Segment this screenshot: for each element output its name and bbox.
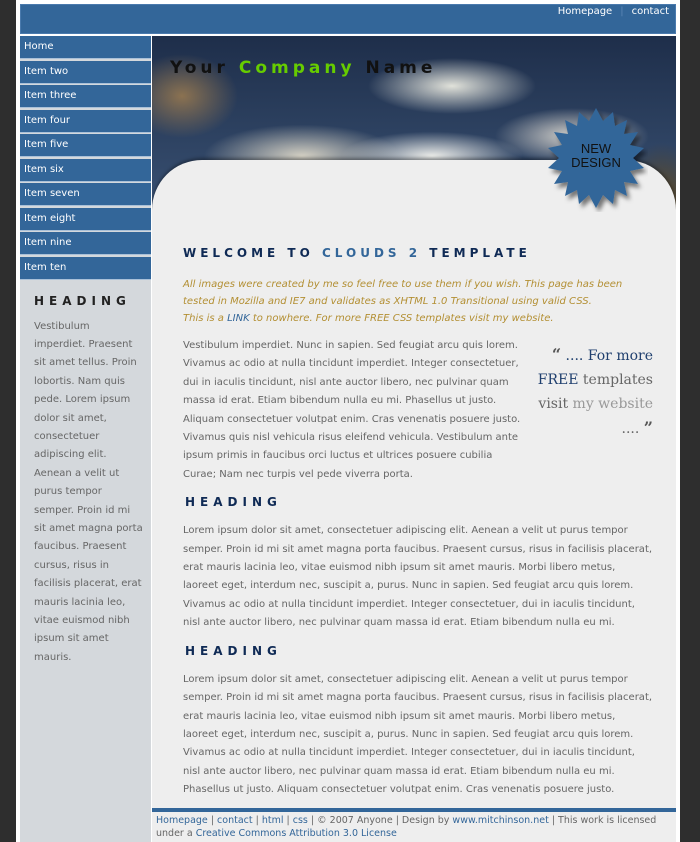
- section-text-1: Lorem ipsum dolor sit amet, consectetuer adipiscing elit. Aenean a velit ut purus tempor semper. Proin id mi sit amet magna porta faucibus. Praesent cursus, risus in facilisis placerat, erat mauris lacinia leo, vitae euismod nibh ipsum sit amet mauris. Morbi libero metus, laoreet eget, interdum nec, suscipit a, purus. Nunc in sapien. Sed feugiat arcu quis lorem. Vivamus ac odio at nulla tincidunt imperdiet. Integer consectetuer, dui in iaculis tincidunt, nisl ante auctor libero, nec pulvinar quam massa id erat. Etiam bibendum nulla eu mi.: [183, 525, 653, 629]
- paragraph-1: Vestibulum imperdiet. Nunc in sapien. Sed feugiat arcu quis lorem. Vivamus ac odio at nulla tincidunt imperdiet. Integer consectetuer, dui in iaculis tincidunt, nisl ante auctor libero, nec pulvinar quam massa id erat. Etiam bibendum nulla eu mi. Phasellus ut justo. Aliquam consectetuer volutpat enim. Cras venenatis posuere justo. Vivamus quis nisl vehicula risus eleifend vehicula. Vestibulum ante ipsum primis in faucibus orci luctus et ultrices posuere cubilia Curae; Nam nec turpis vel pede viverra porta.: [183, 340, 521, 480]
- sidebar-heading: HEADING: [34, 293, 131, 308]
- section-heading-1: HEADING: [185, 495, 282, 510]
- sidebar-item-two[interactable]: Item two: [20, 61, 151, 84]
- intro-row: [183, 337, 653, 484]
- footer-sep: |: [283, 815, 293, 826]
- sidebar-nav: [20, 36, 151, 280]
- footer: [152, 808, 676, 840]
- footer-design-by: Design by: [401, 815, 453, 826]
- close-quote-icon: ”: [643, 418, 653, 437]
- sidebar-item-seven[interactable]: Item seven: [20, 183, 151, 206]
- footer-sep: |: [207, 815, 218, 826]
- page-title: [183, 246, 653, 260]
- clouds-banner: [152, 36, 676, 216]
- section-heading-2: HEADING: [185, 643, 282, 658]
- footer-sep: |: [252, 815, 262, 826]
- top-nav-contact-link[interactable]: contact: [631, 6, 669, 17]
- sidebar-item-eight[interactable]: Item eight: [20, 208, 151, 231]
- footer-homepage-link[interactable]: Homepage: [156, 815, 208, 826]
- sidebar-item-five[interactable]: Item five: [20, 134, 151, 157]
- sidebar-text: Vestibulum imperdiet. Praesent sit amet tellus. Proin lobortis. Nam quis pede. Lorem ipsum dolor sit amet, consectetuer adipiscing elit. Aenean a velit ut purus tempor semper. Proin id mi sit amet magna porta faucibus. Praesent cursus, risus in facilisis placerat, erat mauris lacinia leo, vitae euismod nibh ipsum sit amet mauris.: [34, 320, 143, 663]
- intro-line2-pre: This is a: [183, 313, 228, 324]
- title-part1: WELCOME TO: [183, 246, 322, 260]
- quote-website-link[interactable]: my website: [572, 396, 653, 412]
- sidebar-item-four[interactable]: Item four: [20, 110, 151, 133]
- top-nav: [558, 6, 669, 17]
- footer-sep: |: [307, 815, 318, 826]
- sidebar-item-three[interactable]: Item three: [20, 85, 151, 108]
- top-nav-homepage-link[interactable]: Homepage: [557, 6, 613, 17]
- intro-text: [183, 276, 653, 327]
- intro-link[interactable]: LINK: [227, 313, 250, 324]
- footer-license-link[interactable]: Creative Commons Attribution 3.0 License: [195, 827, 397, 839]
- pull-quote: [523, 337, 653, 484]
- badge-line1: NEW: [580, 141, 612, 156]
- quote-text-1: .... For more: [561, 348, 653, 364]
- main-content: [152, 36, 676, 842]
- intro-line1: All images were created by me so feel free to use them if you wish. This page has been tested in Mozilla and IE7 and validates as XHTML 1.0 Transitional using valid CSS.: [183, 279, 623, 307]
- article: [183, 246, 653, 800]
- quote-text-2: templates: [578, 372, 653, 388]
- quote-text-3: ....: [621, 421, 644, 437]
- sidebar: [20, 36, 151, 842]
- company-name-part3: Name: [355, 58, 437, 78]
- quote-visit: visit: [538, 396, 573, 412]
- footer-sep: |: [548, 815, 559, 826]
- footer-html-link[interactable]: html: [261, 815, 284, 826]
- company-name: [170, 58, 436, 78]
- sidebar-item-home[interactable]: Home: [20, 36, 151, 59]
- quote-free: FREE: [537, 372, 579, 388]
- title-part3: TEMPLATE: [421, 246, 531, 260]
- top-header-bar: [20, 4, 676, 34]
- sidebar-item-ten[interactable]: Item ten: [20, 257, 151, 280]
- new-design-badge: [544, 142, 648, 170]
- intro-line2-post: to nowhere. For more FREE CSS templates visit my website.: [249, 313, 554, 324]
- company-name-part2: Company: [238, 58, 356, 78]
- open-quote-icon: “: [551, 345, 562, 364]
- footer-contact-link[interactable]: contact: [217, 815, 253, 826]
- badge-line2: DESIGN: [571, 155, 621, 170]
- section-text-2: Lorem ipsum dolor sit amet, consectetuer adipiscing elit. Aenean a velit ut purus tempor semper. Proin id mi sit amet magna porta faucibus. Praesent cursus, risus in facilisis placerat, erat mauris lacinia leo, vitae euismod nibh ipsum sit amet mauris. Morbi libero metus, laoreet eget, interdum nec, suscipit a, purus. Nunc in sapien. Sed feugiat arcu quis lorem. Vivamus ac odio at nulla tincidunt imperdiet. Integer consectetuer, dui in iaculis tincidunt, nisl ante auctor libero, nec pulvinar quam massa id erat. Etiam bibendum nulla eu mi. Phasellus ut justo. Aliquam consectetuer volutpat enim. Cras venenatis posuere justo.: [183, 673, 653, 796]
- title-part2: CLOUDS 2: [321, 246, 422, 260]
- footer-copyright: © 2007 Anyone: [317, 815, 393, 826]
- sidebar-item-six[interactable]: Item six: [20, 159, 151, 182]
- company-name-part1: Your: [170, 58, 239, 78]
- sidebar-item-nine[interactable]: Item nine: [20, 232, 151, 255]
- top-nav-separator: |: [620, 6, 624, 17]
- footer-css-link[interactable]: css: [292, 815, 308, 826]
- footer-sep: |: [392, 815, 402, 826]
- page-wrapper: [16, 0, 680, 842]
- footer-license-pre: This work is licensed under a: [156, 815, 657, 839]
- footer-designer-link[interactable]: www.mitchinson.net: [452, 815, 549, 826]
